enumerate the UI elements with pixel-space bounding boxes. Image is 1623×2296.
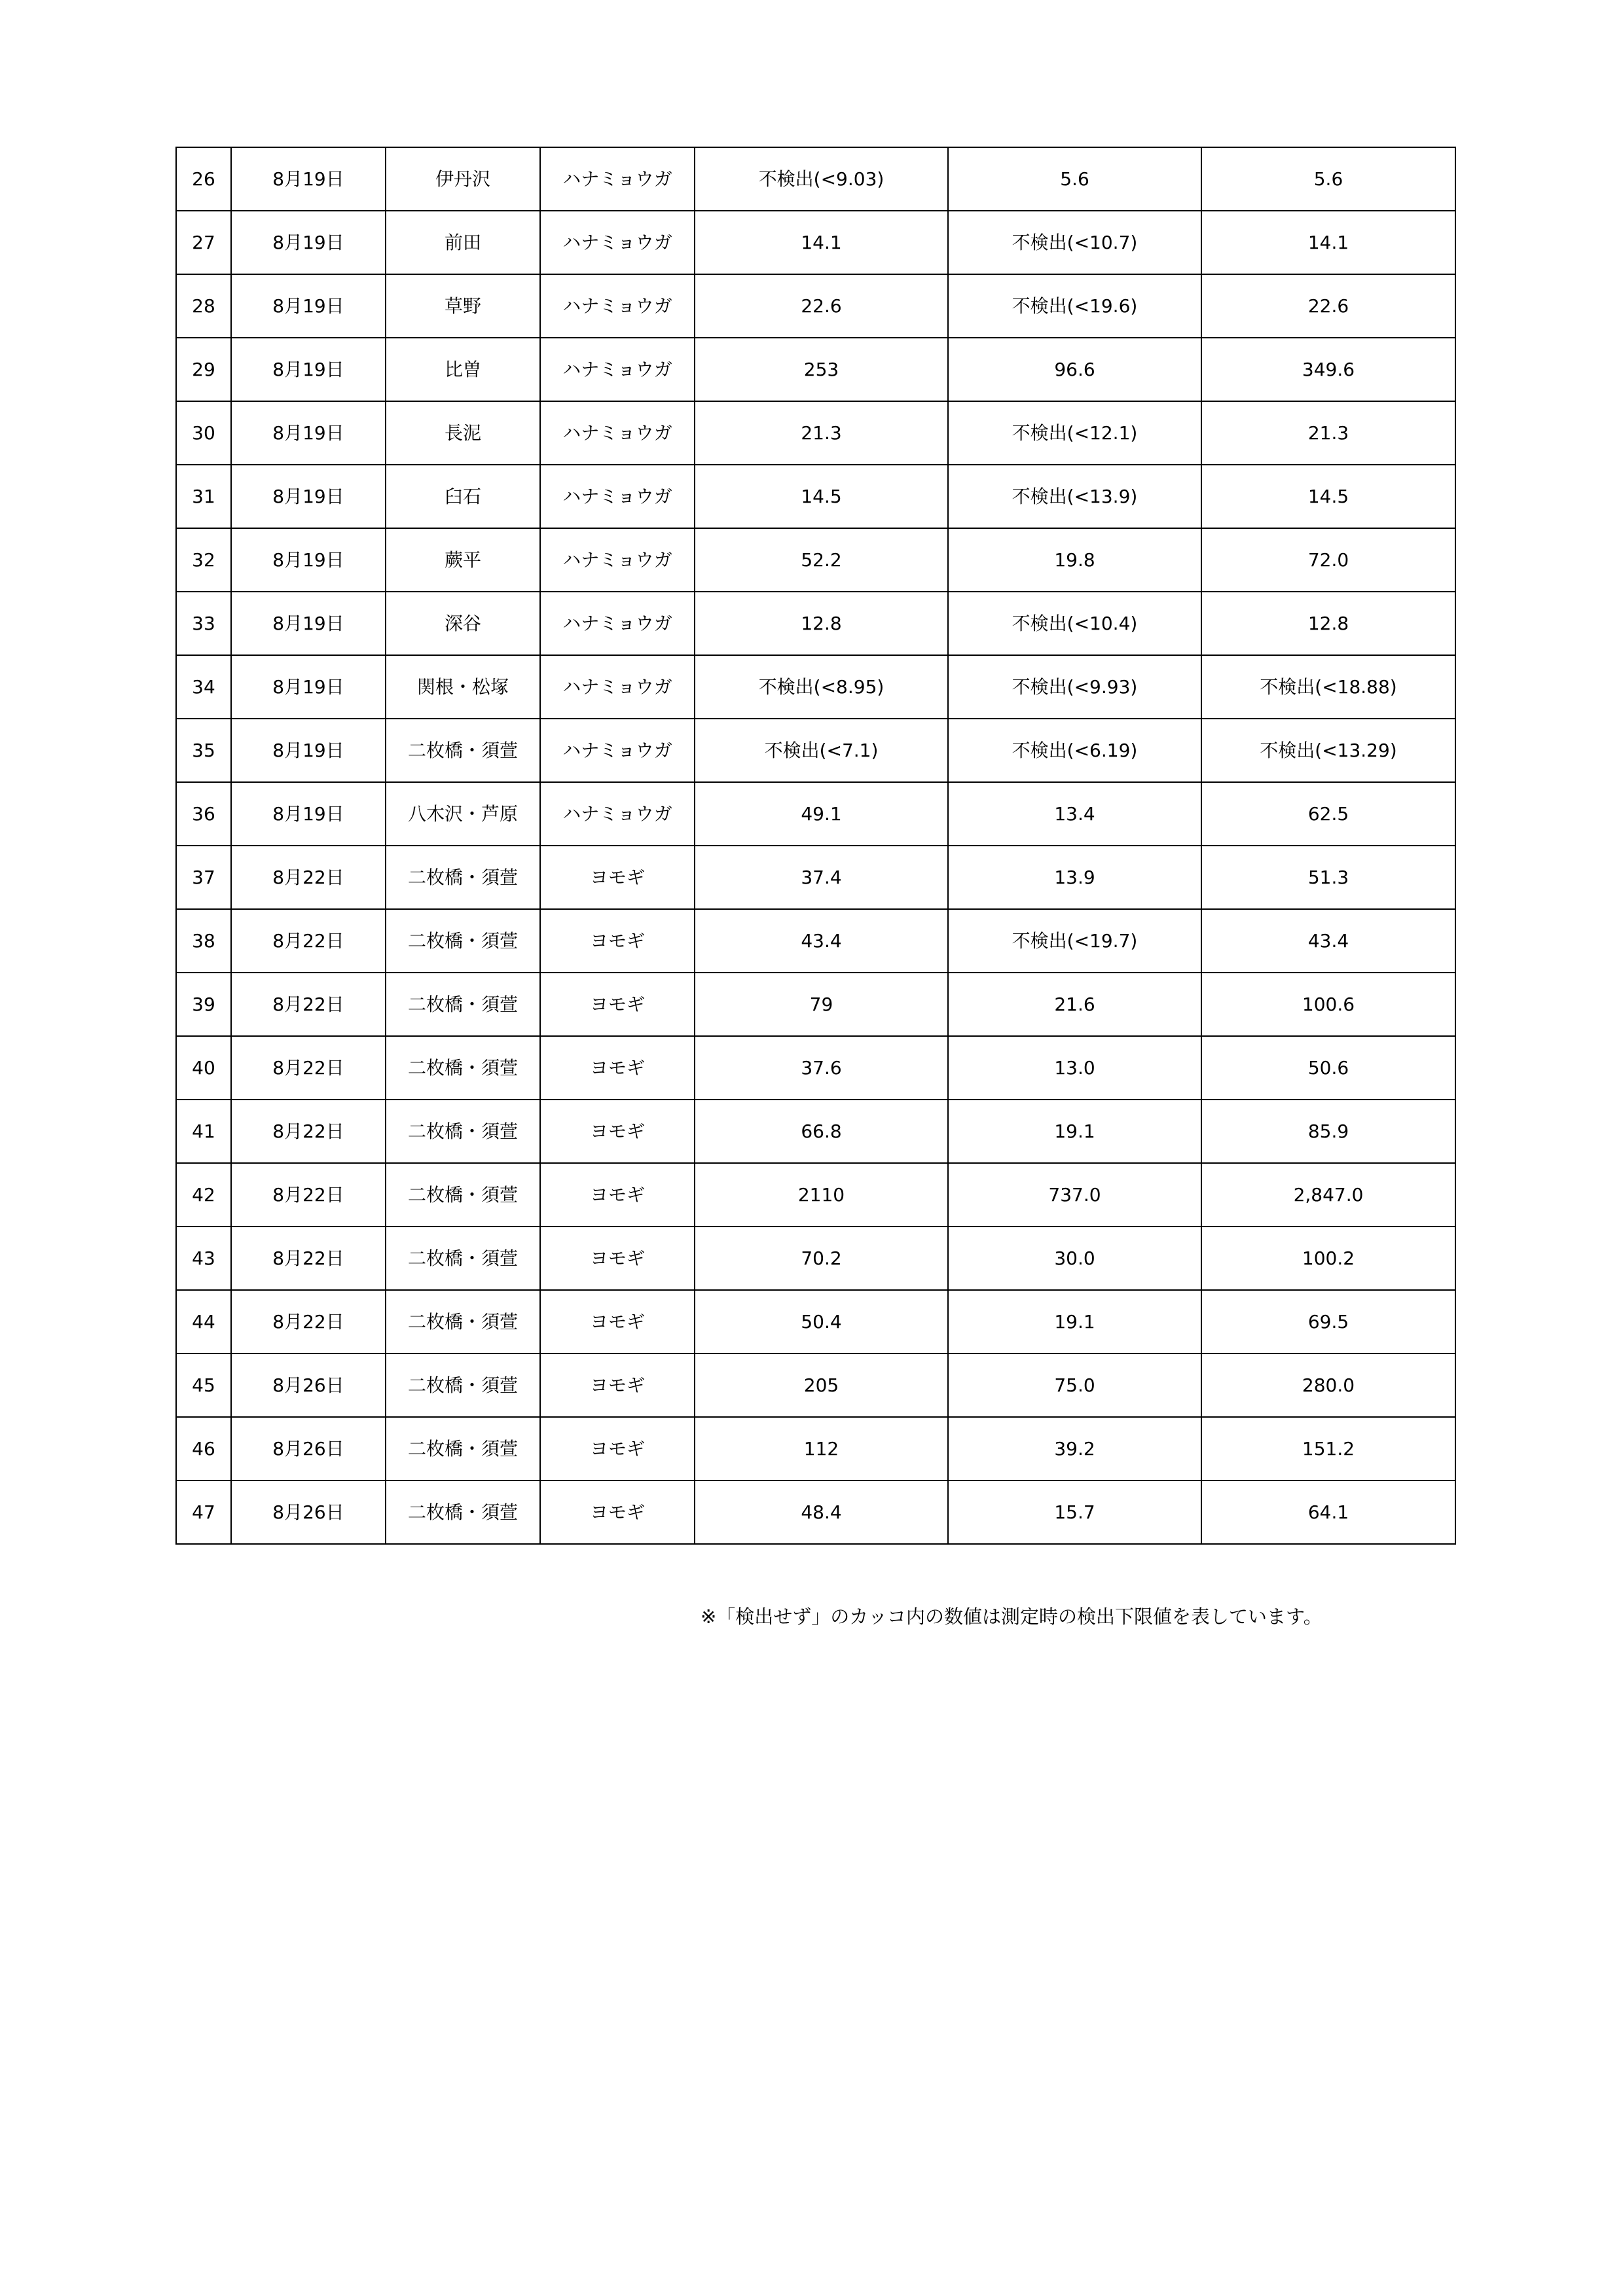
cell-value-total: 100.6 bbox=[1201, 973, 1455, 1036]
cell-value-total: 5.6 bbox=[1201, 147, 1455, 211]
cell-value-total: 12.8 bbox=[1201, 592, 1455, 655]
cell-item: ヨモギ bbox=[540, 1417, 695, 1480]
cell-value-a: 不検出(<8.95) bbox=[695, 655, 948, 719]
cell-item: ヨモギ bbox=[540, 1036, 695, 1100]
table-row bbox=[176, 147, 1455, 211]
measurement-table bbox=[175, 147, 1456, 1545]
cell-date: 8月22日 bbox=[231, 1227, 386, 1290]
cell-number: 27 bbox=[176, 211, 231, 274]
cell-date: 8月26日 bbox=[231, 1417, 386, 1480]
cell-area: 伊丹沢 bbox=[386, 147, 540, 211]
cell-value-a: 43.4 bbox=[695, 909, 948, 973]
cell-value-b: 19.8 bbox=[948, 528, 1201, 592]
cell-value-total: 72.0 bbox=[1201, 528, 1455, 592]
cell-item: ハナミョウガ bbox=[540, 401, 695, 465]
cell-value-b: 不検出(<19.7) bbox=[948, 909, 1201, 973]
cell-value-b: 13.9 bbox=[948, 846, 1201, 909]
cell-date: 8月22日 bbox=[231, 1163, 386, 1227]
table-row bbox=[176, 719, 1455, 782]
cell-value-b: 不検出(<10.7) bbox=[948, 211, 1201, 274]
cell-item: ヨモギ bbox=[540, 846, 695, 909]
cell-value-a: 70.2 bbox=[695, 1227, 948, 1290]
cell-number: 45 bbox=[176, 1354, 231, 1417]
table-row bbox=[176, 846, 1455, 909]
cell-value-b: 不検出(<10.4) bbox=[948, 592, 1201, 655]
cell-date: 8月26日 bbox=[231, 1480, 386, 1544]
cell-number: 36 bbox=[176, 782, 231, 846]
cell-date: 8月22日 bbox=[231, 1036, 386, 1100]
cell-number: 41 bbox=[176, 1100, 231, 1163]
cell-value-a: 不検出(<7.1) bbox=[695, 719, 948, 782]
cell-value-total: 62.5 bbox=[1201, 782, 1455, 846]
cell-value-total: 14.5 bbox=[1201, 465, 1455, 528]
cell-value-total: 151.2 bbox=[1201, 1417, 1455, 1480]
cell-date: 8月19日 bbox=[231, 211, 386, 274]
cell-item: ハナミョウガ bbox=[540, 719, 695, 782]
cell-value-a: 253 bbox=[695, 338, 948, 401]
cell-value-total: 69.5 bbox=[1201, 1290, 1455, 1354]
cell-value-a: 不検出(<9.03) bbox=[695, 147, 948, 211]
cell-area: 二枚橋・須萱 bbox=[386, 1100, 540, 1163]
cell-area: 二枚橋・須萱 bbox=[386, 909, 540, 973]
cell-value-total: 51.3 bbox=[1201, 846, 1455, 909]
cell-item: ハナミョウガ bbox=[540, 592, 695, 655]
cell-item: ハナミョウガ bbox=[540, 211, 695, 274]
footnote: ※「検出せず」のカッコ内の数値は測定時の検出下限値を表しています。 bbox=[701, 1605, 1322, 1628]
cell-date: 8月19日 bbox=[231, 719, 386, 782]
cell-value-total: 14.1 bbox=[1201, 211, 1455, 274]
cell-value-a: 2110 bbox=[695, 1163, 948, 1227]
cell-value-b: 21.6 bbox=[948, 973, 1201, 1036]
cell-area: 関根・松塚 bbox=[386, 655, 540, 719]
cell-item: ハナミョウガ bbox=[540, 465, 695, 528]
cell-value-total: 不検出(<18.88) bbox=[1201, 655, 1455, 719]
cell-item: ヨモギ bbox=[540, 1290, 695, 1354]
cell-value-a: 14.1 bbox=[695, 211, 948, 274]
cell-value-a: 21.3 bbox=[695, 401, 948, 465]
cell-value-total: 22.6 bbox=[1201, 274, 1455, 338]
cell-date: 8月19日 bbox=[231, 401, 386, 465]
cell-value-total: 2,847.0 bbox=[1201, 1163, 1455, 1227]
cell-value-b: 737.0 bbox=[948, 1163, 1201, 1227]
cell-number: 44 bbox=[176, 1290, 231, 1354]
cell-item: ヨモギ bbox=[540, 1480, 695, 1544]
cell-value-a: 49.1 bbox=[695, 782, 948, 846]
cell-number: 30 bbox=[176, 401, 231, 465]
cell-value-total: 50.6 bbox=[1201, 1036, 1455, 1100]
table-row bbox=[176, 1036, 1455, 1100]
table-row bbox=[176, 528, 1455, 592]
cell-item: ハナミョウガ bbox=[540, 782, 695, 846]
cell-value-b: 不検出(<6.19) bbox=[948, 719, 1201, 782]
cell-number: 42 bbox=[176, 1163, 231, 1227]
cell-value-a: 37.6 bbox=[695, 1036, 948, 1100]
table-row bbox=[176, 401, 1455, 465]
cell-area: 二枚橋・須萱 bbox=[386, 846, 540, 909]
cell-area: 蕨平 bbox=[386, 528, 540, 592]
cell-value-total: 21.3 bbox=[1201, 401, 1455, 465]
cell-date: 8月26日 bbox=[231, 1354, 386, 1417]
table-row bbox=[176, 1227, 1455, 1290]
cell-area: 二枚橋・須萱 bbox=[386, 719, 540, 782]
cell-number: 28 bbox=[176, 274, 231, 338]
cell-value-total: 85.9 bbox=[1201, 1100, 1455, 1163]
cell-value-b: 30.0 bbox=[948, 1227, 1201, 1290]
cell-value-b: 19.1 bbox=[948, 1290, 1201, 1354]
cell-value-total: 100.2 bbox=[1201, 1227, 1455, 1290]
cell-area: 二枚橋・須萱 bbox=[386, 1417, 540, 1480]
cell-item: ハナミョウガ bbox=[540, 147, 695, 211]
cell-area: 二枚橋・須萱 bbox=[386, 1354, 540, 1417]
cell-value-total: 280.0 bbox=[1201, 1354, 1455, 1417]
cell-value-total: 不検出(<13.29) bbox=[1201, 719, 1455, 782]
cell-area: 二枚橋・須萱 bbox=[386, 973, 540, 1036]
cell-area: 長泥 bbox=[386, 401, 540, 465]
cell-value-b: 96.6 bbox=[948, 338, 1201, 401]
cell-item: ヨモギ bbox=[540, 1354, 695, 1417]
cell-date: 8月22日 bbox=[231, 1100, 386, 1163]
cell-item: ヨモギ bbox=[540, 973, 695, 1036]
table-body bbox=[176, 147, 1455, 1544]
cell-value-b: 13.0 bbox=[948, 1036, 1201, 1100]
cell-value-b: 75.0 bbox=[948, 1354, 1201, 1417]
table-row bbox=[176, 274, 1455, 338]
cell-value-total: 43.4 bbox=[1201, 909, 1455, 973]
cell-number: 37 bbox=[176, 846, 231, 909]
cell-area: 二枚橋・須萱 bbox=[386, 1290, 540, 1354]
cell-number: 35 bbox=[176, 719, 231, 782]
results-sheet bbox=[175, 147, 1455, 1545]
cell-value-a: 50.4 bbox=[695, 1290, 948, 1354]
cell-date: 8月19日 bbox=[231, 465, 386, 528]
cell-date: 8月19日 bbox=[231, 338, 386, 401]
cell-number: 33 bbox=[176, 592, 231, 655]
cell-number: 40 bbox=[176, 1036, 231, 1100]
cell-value-b: 13.4 bbox=[948, 782, 1201, 846]
cell-value-a: 66.8 bbox=[695, 1100, 948, 1163]
cell-date: 8月22日 bbox=[231, 909, 386, 973]
cell-number: 47 bbox=[176, 1480, 231, 1544]
cell-value-b: 39.2 bbox=[948, 1417, 1201, 1480]
cell-date: 8月22日 bbox=[231, 846, 386, 909]
cell-date: 8月19日 bbox=[231, 147, 386, 211]
cell-value-a: 22.6 bbox=[695, 274, 948, 338]
cell-item: ヨモギ bbox=[540, 1100, 695, 1163]
cell-value-b: 不検出(<13.9) bbox=[948, 465, 1201, 528]
cell-value-a: 112 bbox=[695, 1417, 948, 1480]
table-row bbox=[176, 973, 1455, 1036]
table-row bbox=[176, 782, 1455, 846]
cell-date: 8月19日 bbox=[231, 528, 386, 592]
cell-value-b: 5.6 bbox=[948, 147, 1201, 211]
cell-date: 8月19日 bbox=[231, 592, 386, 655]
cell-value-b: 不検出(<12.1) bbox=[948, 401, 1201, 465]
cell-number: 29 bbox=[176, 338, 231, 401]
table-row bbox=[176, 1417, 1455, 1480]
table-row bbox=[176, 338, 1455, 401]
cell-number: 32 bbox=[176, 528, 231, 592]
cell-area: 二枚橋・須萱 bbox=[386, 1036, 540, 1100]
cell-area: 八木沢・芦原 bbox=[386, 782, 540, 846]
cell-value-b: 不検出(<9.93) bbox=[948, 655, 1201, 719]
cell-value-b: 15.7 bbox=[948, 1480, 1201, 1544]
cell-area: 二枚橋・須萱 bbox=[386, 1163, 540, 1227]
cell-value-total: 64.1 bbox=[1201, 1480, 1455, 1544]
cell-item: ヨモギ bbox=[540, 1163, 695, 1227]
cell-number: 34 bbox=[176, 655, 231, 719]
cell-area: 草野 bbox=[386, 274, 540, 338]
cell-area: 深谷 bbox=[386, 592, 540, 655]
cell-value-a: 48.4 bbox=[695, 1480, 948, 1544]
cell-value-a: 12.8 bbox=[695, 592, 948, 655]
cell-value-b: 不検出(<19.6) bbox=[948, 274, 1201, 338]
cell-value-a: 14.5 bbox=[695, 465, 948, 528]
cell-date: 8月19日 bbox=[231, 782, 386, 846]
table-row bbox=[176, 1100, 1455, 1163]
cell-area: 臼石 bbox=[386, 465, 540, 528]
table-row bbox=[176, 1354, 1455, 1417]
cell-area: 二枚橋・須萱 bbox=[386, 1227, 540, 1290]
cell-area: 二枚橋・須萱 bbox=[386, 1480, 540, 1544]
cell-area: 前田 bbox=[386, 211, 540, 274]
cell-value-total: 349.6 bbox=[1201, 338, 1455, 401]
cell-value-a: 52.2 bbox=[695, 528, 948, 592]
cell-date: 8月19日 bbox=[231, 274, 386, 338]
cell-value-a: 205 bbox=[695, 1354, 948, 1417]
table-row bbox=[176, 1163, 1455, 1227]
cell-value-b: 19.1 bbox=[948, 1100, 1201, 1163]
cell-date: 8月22日 bbox=[231, 973, 386, 1036]
cell-item: ハナミョウガ bbox=[540, 528, 695, 592]
cell-area: 比曽 bbox=[386, 338, 540, 401]
cell-number: 26 bbox=[176, 147, 231, 211]
cell-item: ハナミョウガ bbox=[540, 655, 695, 719]
table-row bbox=[176, 465, 1455, 528]
cell-date: 8月19日 bbox=[231, 655, 386, 719]
cell-number: 43 bbox=[176, 1227, 231, 1290]
cell-item: ハナミョウガ bbox=[540, 274, 695, 338]
cell-number: 46 bbox=[176, 1417, 231, 1480]
table-row bbox=[176, 909, 1455, 973]
cell-item: ハナミョウガ bbox=[540, 338, 695, 401]
cell-number: 38 bbox=[176, 909, 231, 973]
cell-number: 39 bbox=[176, 973, 231, 1036]
cell-item: ヨモギ bbox=[540, 1227, 695, 1290]
table-row bbox=[176, 655, 1455, 719]
cell-item: ヨモギ bbox=[540, 909, 695, 973]
table-row bbox=[176, 1290, 1455, 1354]
cell-date: 8月22日 bbox=[231, 1290, 386, 1354]
cell-value-a: 79 bbox=[695, 973, 948, 1036]
table-row bbox=[176, 1480, 1455, 1544]
table-row bbox=[176, 592, 1455, 655]
cell-value-a: 37.4 bbox=[695, 846, 948, 909]
table-row bbox=[176, 211, 1455, 274]
cell-number: 31 bbox=[176, 465, 231, 528]
